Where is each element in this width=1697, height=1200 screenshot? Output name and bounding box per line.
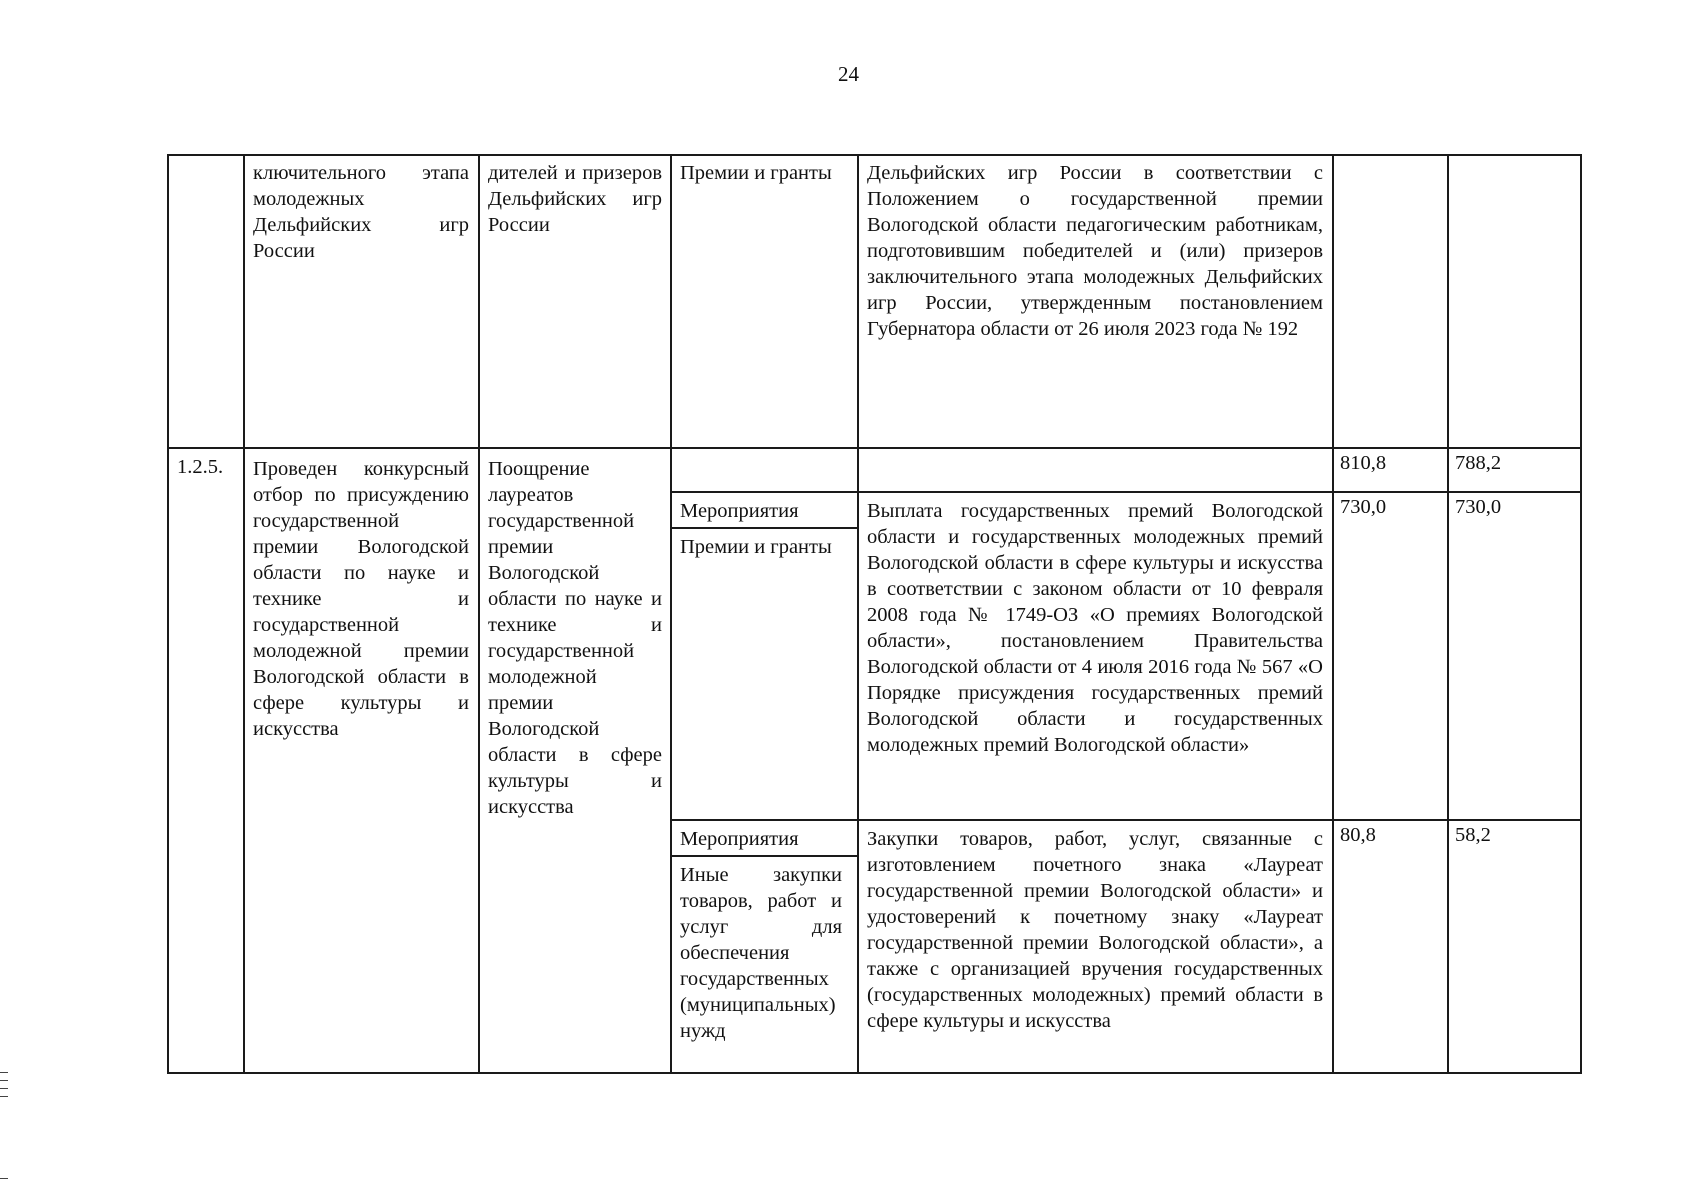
row-divider: [167, 447, 1582, 449]
scan-edge-mark: [0, 1178, 8, 1179]
sub2-value-1: 80,8: [1340, 824, 1376, 846]
table-left-border: [167, 154, 169, 1074]
continuation-measure-cell: дителей и призеров Дельфийских игр России: [488, 162, 662, 236]
row-code-cell: 1.2.5.: [177, 456, 224, 478]
row-measure-cell: Поощрение лауреатов государственной премии Вологодской области по науке и технике и государственной молодежной премии Вологодской области в сфере культуры и искусства: [488, 458, 662, 818]
scan-edge-mark: [0, 1080, 8, 1081]
row-divider: [670, 491, 1582, 493]
row-total-value-2: 788,2: [1455, 452, 1502, 474]
column-divider: [857, 154, 859, 1074]
column-divider: [243, 154, 245, 1074]
row-result-cell: Проведен конкурсный отбор по присуждению государственной премии Вологодской области по науке и технике и государственной молодежной премии Вологодской области в сфере культуры и искусства: [253, 458, 469, 740]
sub1-value-1: 730,0: [1340, 496, 1387, 518]
row-divider: [670, 527, 857, 529]
table-right-border: [1580, 154, 1582, 1074]
scan-edge-mark: [0, 1072, 8, 1073]
continuation-category-cell: Премии и гранты: [680, 162, 832, 184]
scan-edge-mark: [0, 1096, 8, 1097]
table-bottom-border: [167, 1072, 1582, 1074]
row-total-value-1: 810,8: [1340, 452, 1387, 474]
continuation-description-cell: Дельфийских игр России в соответствии с Положением о государственной премии Вологодской области педагогическим работникам, подготовившим победителей и (или) призеров заключительного этапа молодежных Дельфийских игр России, утвержденным постановлением Губернатора области от 26 июля 2023 года № 192: [867, 162, 1323, 340]
column-divider: [478, 154, 480, 1074]
table-top-border: [167, 154, 1582, 156]
column-divider: [670, 154, 672, 1074]
sub2-type-cell: Мероприятия: [680, 828, 799, 850]
column-divider: [1332, 154, 1334, 1074]
sub1-type-cell: Мероприятия: [680, 500, 799, 522]
column-divider: [1447, 154, 1449, 1074]
budget-table: [167, 154, 1582, 1074]
sub2-description-cell: Закупки товаров, работ, услуг, связанные с изготовлением почетного знака «Лауреат государственной премии Вологодской области» и удостоверений к почетному знаку «Лауреат государственной премии Вологодской области», а также с организацией вручения государственных (государственных молодежных) премий области в сфере культуры и искусства: [867, 828, 1323, 1032]
sub1-category-cell: Премии и гранты: [680, 536, 832, 558]
page-number: 24: [838, 62, 859, 86]
row-divider: [670, 819, 1582, 821]
continuation-result-cell: ключительного этапа молодежных Дельфийских игр России: [253, 162, 469, 262]
sub1-description-cell: Выплата государственных премий Вологодской области и государственных молодежных премий Вологодской области в сфере культуры и искусства в соответствии с законом области от 10 февраля 2008 года № 1749-ОЗ «О премиях Вологодской области», постановлением Правительства Вологодской области от 4 июля 2016 года № 567 «О Порядке присуждения государственных премий Вологодской области и государственных молодежных премий Вологодской области»: [867, 500, 1323, 756]
sub2-value-2: 58,2: [1455, 824, 1491, 846]
sub2-category-cell: Иные закупки товаров, работ и услуг для обеспечения государственных (муниципальных) нужд: [680, 864, 842, 1042]
scan-edge-mark: [0, 1088, 8, 1089]
sub1-value-2: 730,0: [1455, 496, 1502, 518]
row-divider: [670, 855, 857, 857]
